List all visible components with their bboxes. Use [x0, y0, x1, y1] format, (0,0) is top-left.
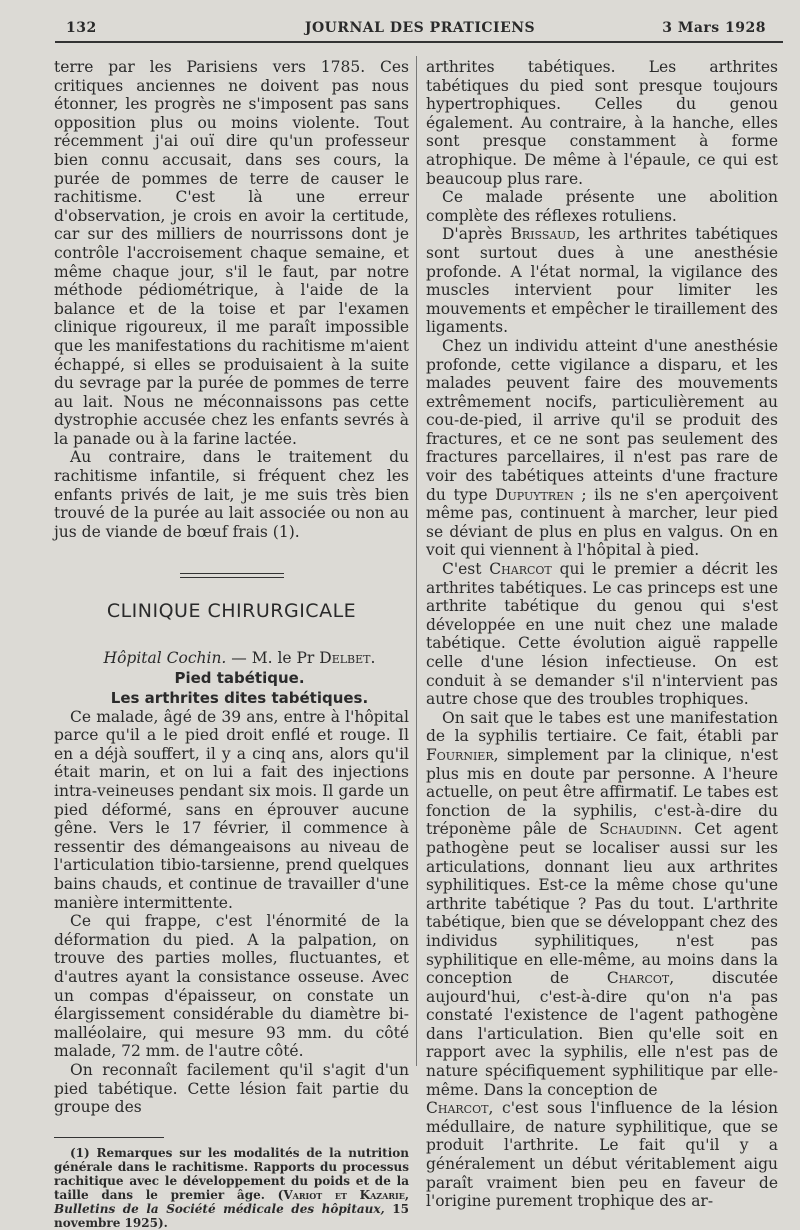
text-run: D'après	[442, 225, 503, 244]
text-run: Chez un individu atteint d'une anesthésie profonde, cette vigilance a disparu, et les malades peuvent faire des mouvements extrêmement nocifs, particulièrement au cou-de-pied, il arrive qu'il se produit des fractures, et ce ne sont pas seulement des fractures parcellaires, il n'est pas rare de voir des tabétiques atteints d'une fracture du type	[426, 336, 778, 504]
text-run: les arthrites tabétiques sont surtout dues à une anesthésie profonde. A l'état normal, la vigilance des muscles intervient pour limiter les mouvements et empêcher le tiraillement des ligaments.	[426, 225, 778, 337]
paragraph: Au contraire, dans le traitement du rachitisme infantile, si fréquent chez les enfants privés de lait, je me suis très bien trouvé de la purée au lait associée ou non au jus de viande de bœuf frais (1).	[54, 448, 409, 541]
text-run: C'est	[442, 560, 482, 579]
text-run: simplement par la clinique, n'est plus mis en doute par personne. A l'heure actuelle, on peut être affirmatif. Le tabes est fonction de la syphilis, c'est-à-dire du tréponème pâle de	[426, 745, 778, 839]
text-run: qui le premier a décrit les arthrites tabétiques. Le cas princeps est une arthrite tabétique du genou qui s'est développée en une nuit chez une malade tabétique. Cette évolution aiguë rappelle celle d'une lésion infectieuse. On est conduit à se demander s'il n'intervient pas autre chose que des troubles trophiques.	[426, 560, 778, 709]
footnote-authors: Variot et Kazarie,	[283, 1187, 409, 1202]
column-divider	[416, 56, 417, 1066]
journal-title: JOURNAL DES PRATICIENS	[304, 20, 536, 36]
paragraph	[426, 225, 778, 337]
paragraph: Ce malade, âgé de 39 ans, entre à l'hôpital parce qu'il a le pied droit enflé et rouge. Il en a déjà souffert, il y a cinq ans, alors qu'il était marin, et on lui a fait des injections intra-veineuses pendant six mois. Il garde un pied déformé, sans en éprouver aucune gêne. Vers le 17 février, il commence à ressentir des démangeaisons au niveau de l'articulation tibio-tarsienne, prend quelques bains chauds, et continue de travailler d'une manière intermittente.	[54, 707, 409, 912]
surgeon-prefix: — M. le Pr	[231, 649, 315, 668]
paragraph: Ce malade présente une abolition complète des réflexes rotuliens.	[426, 188, 778, 225]
paragraph	[426, 709, 778, 1211]
paragraph: On reconnaît facilement qu'il s'agit d'un pied tabétique. Cette lésion fait partie du groupe des	[54, 1060, 409, 1117]
author-name: Schaudinn.	[599, 820, 683, 839]
author-name: Fournier,	[426, 745, 499, 764]
section-title: CLINIQUE CHIRURGICALE	[106, 600, 357, 623]
issue-date: 3 Mars 1928	[662, 20, 766, 36]
page-number: 132	[66, 20, 97, 36]
paragraph: Ce qui frappe, c'est l'énormité de la déformation du pied. A la palpation, on trouve des parties molles, fluctuantes, et d'autres ayant la consistance osseuse. Avec un compas d'épaisseur, on constate un élargissement considérable du diamètre bi-malléolaire, qui mesure 93 mm. du côté malade, 72 mm. de l'autre côté.	[54, 912, 409, 1061]
footnote-text: (1) Remarques sur les modalités de la nutrition générale dans le rachitisme. Rapports du processus rachitique avec le développement du poids et de la taille dans le premier âge. (	[54, 1145, 409, 1202]
author-name: Charcot,	[426, 1099, 494, 1118]
paragraph	[426, 337, 778, 560]
text-run: ; ils ne s'en aperçoivent même pas, continuent à marcher, leur pied se déviant de plus en plus en valgus. On en voit qui viennent à l'hôpital à pied.	[426, 485, 778, 560]
author-name: Dupuytren	[495, 485, 574, 504]
paragraph: terre par les Parisiens vers 1785. Ces critiques anciennes ne doivent pas nous étonner, les progrès ne s'imposent pas sans opposition plus ou moins violente. Tout récemment j'ai ouï dire qu'un professeur bien connu accusait, dans ses cours, la purée de pommes de terre de causer le rachitisme. C'est là une erreur d'observation, je crois en avoir la certitude, car sur des milliers de nourrissons dont je contrôle l'accroisement chaque semaine, et même chaque jour, s'il le faut, par notre méthode pédiométrique, à l'aide de la balance et de la toise et par l'examen clinique rigoureux, il me paraît impossible que les manifestations du rachitisme m'aient échappé, si elles se produisaient à la suite du sevrage par la purée de pommes de terre au lait. Nous ne méconnaissons pas cette dystrophie accusée chez les enfants sevrés à la panade ou à la farine lactée.	[54, 58, 409, 448]
author-name: Charcot	[489, 560, 552, 579]
footnote-rule	[54, 1137, 164, 1138]
left-column	[54, 58, 409, 1230]
article-subtitle: Les arthrites dites tabétiques.	[110, 688, 369, 707]
paragraph: arthrites tabétiques. Les arthrites tabétiques du pied sont presque toujours hypertrophiques. Celles du genou également. Au contraire, à la hanche, elles sont presque constamment à forme atrophique. De même à l'épaule, ce qui est beaucoup plus rare.	[426, 58, 778, 188]
text-run: discutée aujourd'hui, c'est-à-dire qu'on n'a pas constaté l'existence de l'agent pathogène dans l'articulation. Bien qu'elle soit en rapport avec la syphilis, elle n'est pas de nature spécifiquement syphilitique par elle-même. Dans la conception de	[426, 969, 778, 1099]
text-run: On sait que le tabes est une manifestation de la syphilis tertiaire. Ce fait, établi par	[426, 708, 778, 746]
author-name: Brissaud,	[510, 225, 581, 244]
footnote-date: 15 novembre 1925).	[54, 1201, 409, 1230]
author-name: Charcot,	[606, 969, 675, 988]
header-rule	[55, 41, 783, 43]
hospital-line	[54, 649, 409, 668]
section-separator	[180, 573, 284, 578]
text-run: c'est sous l'influence de la lésion médullaire, de nature syphilitique, que se produit l'arthrite. Le fait qu'il y a généralement un début véritablement aigu paraît vraiment bien peu en faveur de l'origine purement trophique des ar-	[426, 1099, 778, 1211]
footnote	[54, 1146, 409, 1230]
text-run: Cet agent pathogène peut se localiser aussi sur les articulations, donnant lieu aux arthrites syphilitiques. Est-ce la même chose qu'une arthrite tabétique ? Pas du tout. L'arthrite tabétique, bien que se développant chez des individus syphilitiques, n'est pas syphilitique en elle-même, au moins dans la conception de	[426, 820, 778, 988]
page-header	[60, 20, 780, 42]
surgeon-name: Delbet.	[319, 649, 376, 668]
footnote-journal: Bulletins de la Société médicale des hôpitaux,	[54, 1201, 385, 1216]
paragraph	[426, 560, 778, 709]
hospital-name: Hôpital Cochin.	[103, 649, 227, 668]
right-column	[426, 58, 778, 1211]
article-subtitle: Pied tabétique.	[174, 668, 305, 687]
